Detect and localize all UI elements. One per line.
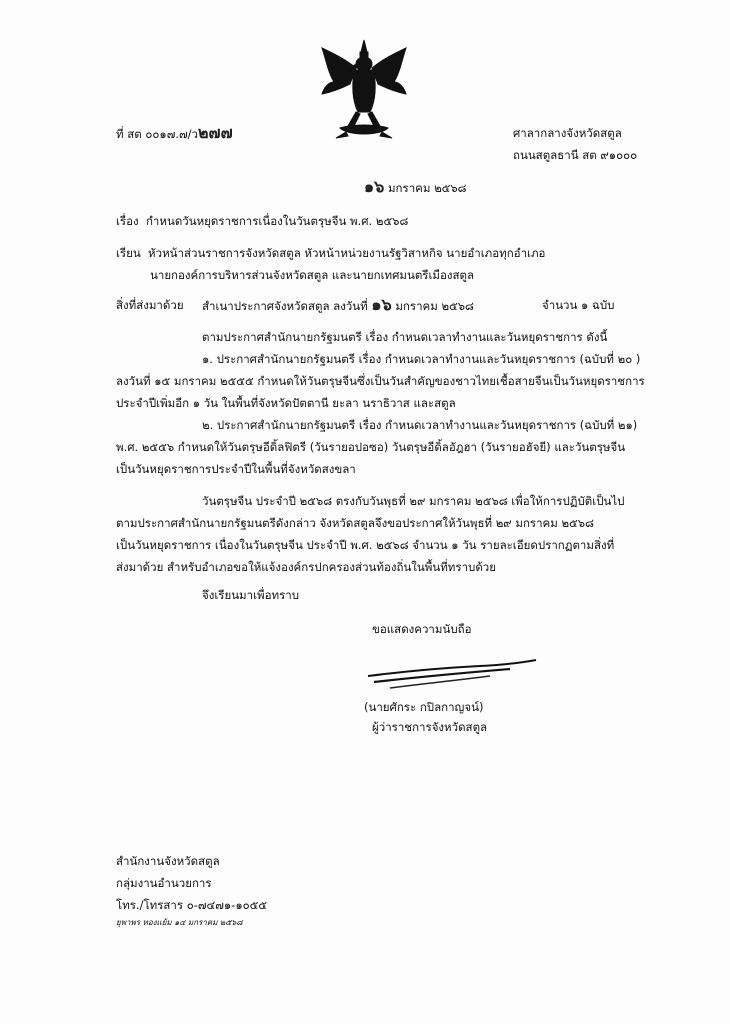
enclosure-text: สำเนาประกาศจังหวัดสตูล ลงวันที่ [202, 299, 368, 313]
body-para2-line4: ส่งมาด้วย สำหรับอำเภอขอให้แจ้งองค์กรปกครองส่วนท้องถิ่นในพื้นที่ทราบด้วย [116, 560, 496, 574]
subject-text: กำหนดวันหยุดราชการเนื่องในวันตรุษจีน พ.ศ. ๒๕๖๘ [145, 214, 409, 228]
body-para2-line1: วันตรุษจีน ประจำปี ๒๕๖๘ ตรงกับวันพุธที่ ๒๙ มกราคม ๒๕๖๘ เพื่อให้การปฏิบัติเป็นไป [202, 494, 625, 508]
enclosure-month-year: มกราคม ๒๕๖๘ [395, 299, 474, 313]
footer-division: กลุ่มงานอำนวยการ [116, 876, 212, 890]
enclosure-label: สิ่งที่ส่งมาด้วย [116, 298, 184, 312]
office-name: ศาลากลางจังหวัดสตูล [513, 126, 622, 140]
body-para2-line3: เป็นวันหยุดราชการ เนื่องในวันตรุษจีน ประจำปี พ.ศ. ๒๕๖๘ จำนวน ๑ วัน รายละเอียดปรากฏตามสิ่งที่ [116, 538, 615, 552]
body-para2-line2: ตามประกาศสำนักนายกรัฐมนตรีดังกล่าว จังหวัดสตูลจึงขอประกาศให้วันพุธที่ ๒๙ มกราคม ๒๕๖๘ [116, 516, 594, 530]
footer-phone: โทร./โทรสาร ๐-๗๔๗๑-๑๐๕๕ [116, 898, 268, 912]
recipient-label: เรียน [116, 246, 141, 260]
letter-date [364, 178, 467, 197]
recipient-line2: นายกองค์การบริหารส่วนจังหวัดสตูล และนายกเทศมนตรีเมืองสตูล [150, 268, 475, 282]
subject-label: เรื่อง [116, 214, 139, 228]
enclosure-line [202, 296, 474, 315]
reference-prefix: ที่ สต ๐๐๑๗.๗/ว [116, 127, 198, 141]
footer-author: ยุพาพร ทองแย้ม ๑๔ มกราคม ๒๕๖๘ [116, 918, 243, 927]
body-item2-line2: พ.ศ. ๒๕๕๖ กำหนดให้วันตรุษอีดิ้ลฟิตรี (วันรายอปอซอ) วันตรุษอีดิ้ลอัฎฮา (วันรายอฮัจยี) และวันตรุษจีน [116, 440, 626, 454]
body-intro: ตามประกาศสำนักนายกรัฐมนตรี เรื่อง กำหนดเวลาทำงานและวันหยุดราชการ ดังนี้ [202, 330, 608, 344]
garuda-emblem-icon [318, 38, 410, 140]
body-closing-sentence: จึงเรียนมาเพื่อทราบ [202, 588, 300, 602]
closing-regards: ขอแสดงความนับถือ [372, 622, 472, 636]
body-item1-line1: ๑. ประกาศสำนักนายกรัฐมนตรี เรื่อง กำหนดเวลาทำงานและวันหยุดราชการ (ฉบับที่ ๒๐ ) [202, 352, 641, 366]
signer-name: (นายศักระ กปิลกาญจน์) [364, 700, 484, 714]
office-address: ถนนสตูลธานี สต ๙๑๐๐๐ [513, 148, 638, 162]
enclosure-count: จำนวน ๑ ฉบับ [542, 298, 615, 312]
body-item1-line3: ประจำปีเพิ่มอีก ๑ วัน ในพื้นที่จังหวัดปัตตานี ยะลา นราธิวาส และสตูล [116, 396, 456, 410]
signer-position: ผู้ว่าราชการจังหวัดสตูล [372, 720, 488, 734]
reference-handwritten-number: ๒๗๗ [198, 123, 233, 142]
body-item2-line1: ๒. ประกาศสำนักนายกรัฐมนตรี เรื่อง กำหนดเวลาทำงานและวันหยุดราชการ (ฉบับที่ ๒๑) [202, 418, 638, 432]
body-item1-line2: ลงวันที่ ๑๕ มกราคม ๒๕๕๕ กำหนดให้วันตรุษจีนซึ่งเป็นวันสำคัญของชาวไทยเชื้อสายจีนเป็นวันหยุดราชการ [116, 374, 645, 388]
subject-line [116, 212, 408, 230]
date-day-handwritten: ๑๖ [364, 177, 385, 196]
recipient-line [116, 244, 545, 262]
footer-office: สำนักงานจังหวัดสตูล [116, 854, 220, 868]
date-month-year: มกราคม ๒๕๖๘ [387, 181, 467, 195]
enclosure-day-handwritten: ๑๖ [371, 295, 392, 314]
body-item2-line3: เป็นวันหยุดราชการประจำปีในพื้นที่จังหวัดสงขลา [116, 462, 356, 476]
signature-icon [360, 654, 540, 694]
reference-number [116, 124, 233, 143]
recipient-line1: หัวหน้าส่วนราชการจังหวัดสตูล หัวหน้าหน่วยงานรัฐวิสาหกิจ นายอำเภอทุกอำเภอ [148, 246, 546, 260]
